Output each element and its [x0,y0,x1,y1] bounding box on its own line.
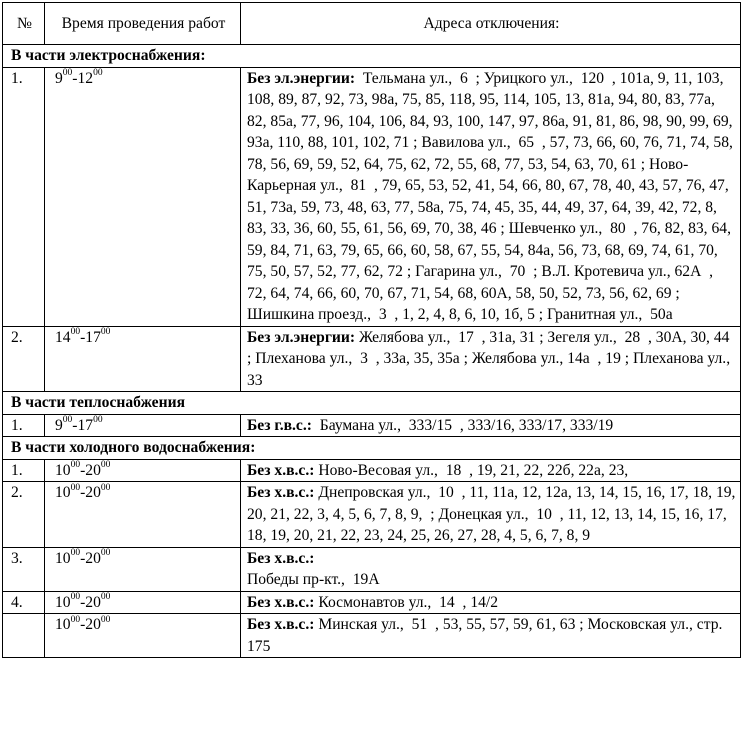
row-number [3,614,45,658]
time-separator: - [80,593,86,611]
start-minutes: 00 [70,482,81,493]
table-row [3,326,741,392]
table-row [3,614,741,658]
start-hour: 10 [55,593,71,611]
time-separator: - [80,549,86,567]
address-list: Тельмана ул., 6 ; Урицкого ул., 120 , 101а, 9, 11, 103, 108, 89, 87, 92, 73, 98а, 75, 85, 118, 95, 114, 105, 13, 81а, 94, 80, 83, 77а, 82, 85а, 77, 96, 104, 106, 84, 93, 100, 147, 97, 86а, 91, 81, 86, 98, 90, 99, 69, 93а, 110, 88, 101, 102, 71 ; Вавилова ул., 65 , 57, 73, 66, 60, 76, 71, 74, 58, 78, 56, 69, 59, 52, 64, 75, 62, 72, 55, 68, 77, 53, 54, 63, 70, 61 ; Ново-Карьерная ул., 81 , 79, 65, 53, 52, 41, 54, 66, 80, 67, 78, 40, 43, 57, 76, 47, 51, 73а, 59, 73, 48, 63, 77, 58а, 75, 74, 45, 35, 44, 49, 37, 64, 39, 42, 72, 8, 83, 33, 36, 60, 55, 61, 56, 69, 70, 38, 46 ; Шевченко ул., 80 , 76, 82, 83, 64, 59, 84, 71, 63, 79, 65, 66, 60, 58, 67, 55, 54, 84а, 56, 73, 68, 69, 74, 61, 70, 75, 50, 57, 52, 77, 62, 72 ; Гагарина ул., 70 ; В.Л. Кротевича ул., 62А , 72, 64, 74, 66, 60, 70, 67, 71, 54, 68, 60А, 58, 50, 52, 73, 56, 62, 69 ; Шишкина проезд., 3 , 1, 2, 4, 8, 6, 10, 1б, 5 ; Гранитная ул., 50а [247,69,737,323]
section-header-row [3,45,741,68]
end-minutes: 00 [100,548,111,559]
start-minutes: 00 [62,68,73,79]
address-list: Минская ул., 51 , 53, 55, 57, 59, 61, 63 ; Московская ул., стр. 175 [247,616,738,655]
work-time [45,326,241,392]
section-header-row [3,392,741,415]
time-separator: - [72,416,78,434]
outage-addresses [241,326,741,392]
outage-type-label: Без г.в.с.: [247,416,312,434]
address-list: Днепровская ул., 10 , 11, 11а, 12, 12а, 13, 14, 15, 16, 17, 18, 19, 20, 21, 22, 3, 4, 5, 6, 7, 8, 9, ; Донецкая ул., 10 , 11, 12, 13, 14, 15, 16, 17, 18, 19, 20, 21, 22, 23, 24, 25, 26, 27, 28, 4, 5, 6, 7, 8, 9 [247,484,740,544]
outage-addresses [241,591,741,614]
outage-addresses [241,67,741,326]
row-number: 1. [3,459,45,482]
section-title: В части теплоснабжения [3,392,741,415]
start-minutes: 00 [70,460,81,471]
start-hour: 10 [55,484,71,501]
start-hour: 10 [55,461,71,479]
end-hour: 17 [77,416,94,434]
work-time [45,547,241,591]
end-minutes: 00 [100,327,111,338]
start-hour: 10 [55,616,71,633]
end-hour: 20 [85,616,101,633]
outage-type-label: Без эл.энергии: [247,69,356,87]
table-body [3,45,741,658]
table-row [3,414,741,437]
start-minutes: 00 [70,548,81,559]
section-title: В части электроснабжения: [3,45,741,68]
work-time [45,414,241,437]
outage-type-label: Без эл.энергии: [247,328,356,346]
row-number: 3. [3,547,45,591]
time-separator: - [72,69,78,87]
end-minutes: 00 [100,482,111,493]
table-row [3,459,741,482]
outage-addresses [241,547,741,591]
work-time [45,482,241,548]
row-number: 2. [3,482,45,548]
start-hour: 9 [55,69,63,87]
section-header-row [3,437,741,460]
outage-addresses [241,459,741,482]
row-number: 2. [3,326,45,392]
time-separator: - [80,328,86,346]
row-number: 1. [3,414,45,437]
table-header-row [3,3,741,45]
time-separator: - [80,461,86,479]
address-list: Победы пр-кт., 19А [247,571,380,588]
outage-type-label: Без х.в.с.: [247,593,315,611]
row-number: 4. [3,591,45,614]
end-minutes: 00 [100,460,111,471]
work-time [45,67,241,326]
header-time: Время проведения работ [45,3,241,45]
work-time [45,591,241,614]
end-minutes: 00 [93,415,103,426]
section-title: В части холодного водоснабжения: [3,437,741,460]
time-separator: - [80,616,86,633]
header-addresses: Адреса отключения: [241,3,741,45]
outage-addresses [241,414,741,437]
work-time [45,614,241,658]
end-hour: 12 [77,69,94,87]
outage-type-label: Без х.в.с.: [247,616,315,633]
start-hour: 14 [55,328,71,346]
end-hour: 17 [85,328,101,346]
address-list: Желябова ул., 17 , 31а, 31 ; Зегеля ул., 28 , 30А, 30, 44 ; Плеханова ул., 3 , 33а, 35, 35а ; Желябова ул., 14а , 19 ; Плеханова ул., 33 [247,328,738,389]
time-separator: - [80,484,86,501]
start-minutes: 00 [62,415,73,426]
outage-table [2,2,741,658]
table-row [3,67,741,326]
outage-addresses [241,482,741,548]
start-hour: 9 [55,416,63,434]
start-hour: 10 [55,549,71,567]
outage-type-label: Без х.в.с.: [247,549,315,567]
row-number: 1. [3,67,45,326]
address-list: Ново-Весовая ул., 18 , 19, 21, 22, 22б, 22а, 23, [314,461,629,479]
table-row [3,547,741,591]
start-minutes: 00 [70,327,81,338]
table-row [3,482,741,548]
table-row [3,591,741,614]
end-hour: 20 [85,549,101,567]
end-minutes: 00 [100,614,111,625]
outage-addresses [241,614,741,658]
work-time [45,459,241,482]
address-list: Космонавтов ул., 14 , 14/2 [314,593,499,611]
end-hour: 20 [85,484,101,501]
outage-type-label: Без х.в.с.: [247,461,315,479]
end-hour: 20 [85,593,101,611]
address-list: Бауманa ул., 333/15 , 333/16, 333/17, 333/19 [311,416,614,434]
end-minutes: 00 [100,592,111,603]
outage-type-label: Без х.в.с.: [247,484,315,501]
end-minutes: 00 [93,68,103,79]
start-minutes: 00 [70,592,81,603]
header-num: № [3,3,45,45]
start-minutes: 00 [70,614,81,625]
end-hour: 20 [85,461,101,479]
